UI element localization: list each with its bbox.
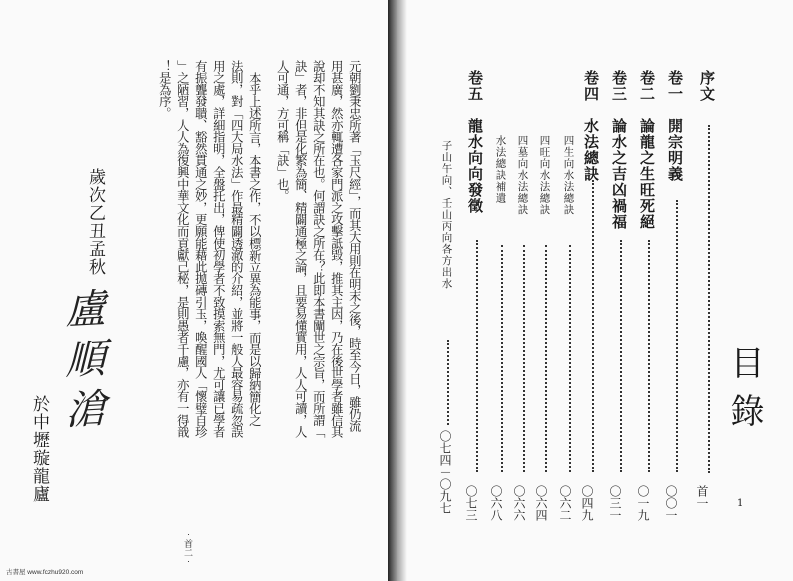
toc-heading: 目錄 [724,345,764,441]
toc-entry-label: 卷四 水法總訣 [582,70,600,182]
toc-entry-page: 〇三一 [608,485,622,521]
toc-leader [476,240,478,472]
preface-line: 」之陋習，人人為復興中華文化而貢獻己秘，是則愚者千慮，亦有一得戠 [175,60,190,438]
toc-entry-label: 子山午向、壬山丙向各方出水 [440,140,453,290]
preface-line: 訣」者，非但是化繁為簡、精闢通極之論，且要易懂實用，人人可讀，人 [293,60,308,438]
preface-line: 用之處，詳細指明，全盤托出，俾使初學者不致摸索無門，尤可讓已學者 [211,60,226,438]
toc-entry-label: 卷二 論龍之生旺死絕 [638,70,656,230]
preface-line: ！是為序。 [157,60,172,119]
site-footer: 古書屋 www.fczhu920.com [6,569,84,576]
toc-entry-page: 〇七三 [464,485,478,521]
preface-line: 說却不知其訣之所在也。何謂訣之所在？此即本書闡世之宗旨，而所謂「 [311,60,326,438]
book-gutter [388,0,397,581]
toc-entry-page: 〇四九 [580,485,594,521]
toc-leader [592,180,594,472]
toc-leader [620,240,622,472]
toc-entry-label: 四生向水法總訣 [562,135,575,216]
right-page [397,0,793,581]
gutter-shadow [397,0,407,581]
toc-entry-page: 首一 [695,485,709,509]
toc-leader [648,240,650,472]
preface-line: 人可通，方可稱「訣」也。 [275,60,290,202]
toc-leader [447,340,449,425]
toc-entry-page: 〇〇一 [664,485,678,521]
toc-entry-label: 四旺向水法總訣 [538,135,551,216]
toc-leader [523,245,525,472]
toc-leader [569,245,571,472]
toc-page-mark: 1 [737,498,744,509]
left-page [0,0,388,581]
toc-leader [501,245,503,472]
preface-line: 元朝劉秉忠所著「玉尺經」，而其大用則在明末之後，時至今日，雖仍流 [347,60,362,432]
signature-place: 於中壢璇龍廬 [29,395,49,503]
preface-line: 有振聾發聵、豁然貫通之妙，更願能藉此拋磚引玉，喚醒國人「懷璧自珍 [193,60,208,438]
toc-leader [676,200,678,472]
signature-author: 盧順滄 [59,286,105,440]
toc-leader [545,245,547,472]
toc-entry-label: 卷五 龍水向向發徵 [466,70,484,214]
preface-line: 法則，對「四大局水法」作最精闢透澈的介紹，並將一般人最容易疏忽誤 [229,60,244,438]
toc-entry-page: 〇六八 [489,485,503,521]
signature-date: 歲次乙丑孟秋 [85,168,105,276]
toc-entry-label: 水法總訣補遺 [494,135,507,204]
preface-page-number: ‧首二‧ [182,530,192,566]
toc-entry-label: 四墓向水法總訣 [516,135,529,216]
toc-entry-page: 〇六二 [558,485,572,521]
toc-entry-label: 卷三 論水之吉凶禍福 [610,70,628,230]
preface-line: 用甚廣，然亦輒遭各家門派之攻擊詆毀，推其主因，乃在後世學者雖信其 [329,60,344,438]
toc-entry-page: 〇一九 [636,485,650,521]
toc-entry-page: 〇六六 [512,485,526,521]
toc-leader [708,125,710,473]
toc-entry-page: 〇六四 [534,485,548,521]
toc-entry-label: 序文 [698,70,716,102]
toc-entry-page: 〇七四－〇九七 [438,430,452,514]
preface-line: 本乎上述所言，本書之作，不以標新立異為能事，而是以歸納簡化之 [247,72,262,426]
toc-entry-label: 卷一 開宗明義 [666,70,684,182]
